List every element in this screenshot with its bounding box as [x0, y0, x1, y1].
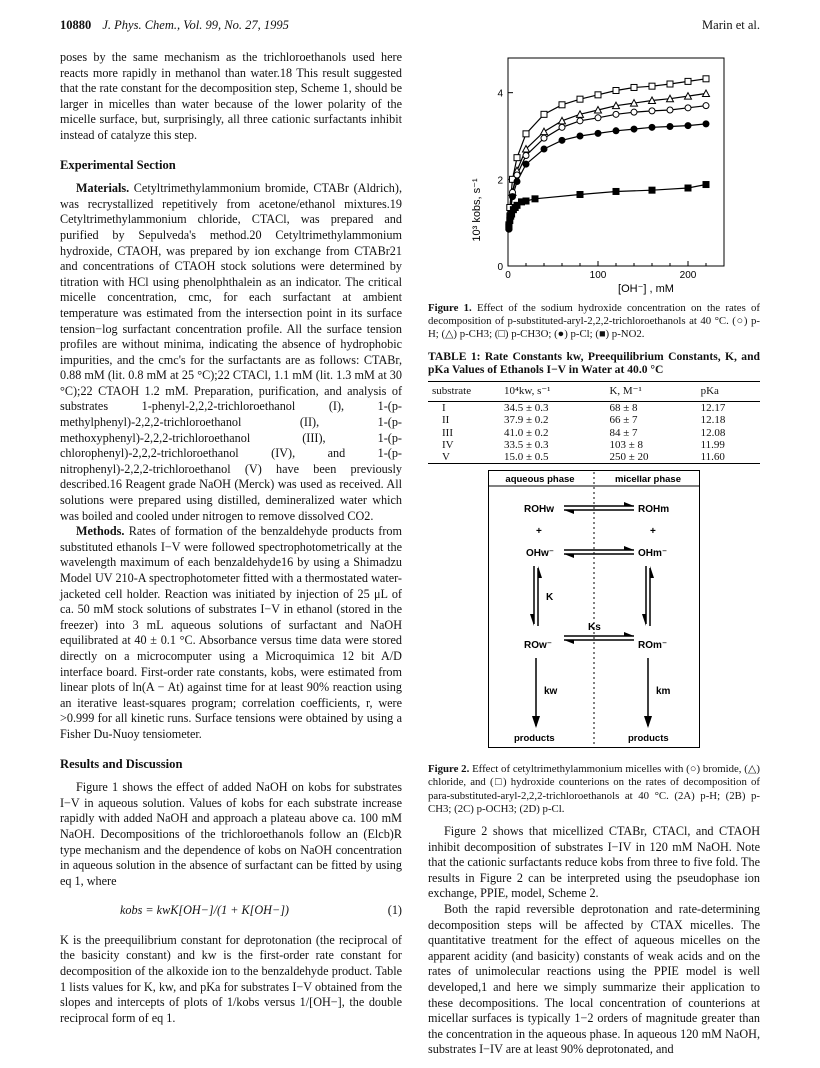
table-header-pKa: pKa	[697, 381, 760, 402]
data-point-p-NO2	[685, 185, 691, 191]
data-point-p-Cl	[667, 123, 673, 129]
table-cell: I	[442, 402, 446, 415]
roh-m: ROHm	[638, 504, 670, 516]
series-curve-p-H	[509, 106, 706, 230]
data-point-p-NO2	[649, 187, 655, 193]
figure-1	[428, 50, 760, 298]
left-column	[60, 50, 402, 1026]
table-cell: 12.08	[700, 426, 726, 439]
right-paragraph-2: Both the rapid reversible deprotonation and rate-determining decomposition steps will be affected by CTAX micelles. The quantitative treatment for the effect of aqueous micelles on the apparent acidity (and basicity) constants of weak acids and on the rates of unimolecular reactions using the PPIE model is well developed,1 and here we simply summarize their application to these decompositions. The local concentration of counterions at micellar surfaces is typically 1−2 orders of magnitude greater than the concentration in the aqueous phase. In aqueous 120 mM NaOH, substrates I−IV are at least 90% deprotonated, and	[428, 902, 760, 1057]
data-point-p-CH3O	[613, 88, 619, 94]
materials-label: Materials.	[76, 181, 130, 196]
methods-label: Methods.	[76, 524, 125, 539]
table-cell: 84 ± 7	[609, 426, 638, 439]
table-row	[428, 451, 760, 464]
equation-1	[60, 903, 402, 919]
data-point-p-H	[685, 105, 691, 111]
data-point-p-Cl	[631, 126, 637, 132]
table-cell: 11.60	[697, 451, 760, 464]
arrowhead	[532, 716, 540, 728]
figure-2-caption-text: Effect of cetyltrimethylammonium micelles with (○) bromide, (△) chloride, and (□) hydroxide counterions on the rates of decomposition of para-substituted-aryl-2,2,2-trichloroethanols at 40 °C. (2A) p-H; (2B) p-CH3; (2C) p-OCH3; (2D) p-Cl.	[428, 763, 760, 815]
table-row	[428, 414, 760, 426]
data-point-p-NO2	[703, 182, 709, 188]
data-point-p-H	[613, 111, 619, 117]
table-header-substrate: substrate	[428, 381, 500, 402]
table-header-K: K, M⁻¹	[605, 381, 696, 402]
data-point-p-CH3O	[667, 81, 673, 87]
running-authors: Marin et al.	[702, 18, 760, 32]
equation-number: (1)	[387, 903, 402, 918]
data-point-p-Cl	[685, 123, 691, 129]
arrowhead	[644, 716, 652, 728]
data-point-p-Cl	[541, 146, 547, 152]
table-cell: 250 ± 20	[605, 451, 696, 464]
arrowhead	[642, 614, 646, 626]
page-number: 10880	[60, 18, 92, 32]
figure-2-caption	[428, 763, 760, 816]
figure-1-caption-label: Figure 1.	[428, 302, 472, 314]
aqueous-phase-label: aqueous phase	[505, 474, 575, 486]
scheme-2	[428, 464, 760, 759]
data-point-p-H	[523, 153, 529, 159]
data-point-p-Cl	[510, 194, 516, 200]
equation-text: kobs = kwK[OH−]/(1 + K[OH−])	[120, 903, 289, 918]
data-point-p-H	[631, 109, 637, 115]
figure-1-caption-text: Effect of the sodium hydroxide concentration on the rates of decomposition of p-substituted-aryl-2,2,2-trichloroethanols at 40 °C. (○) p-H; (△) p-CH3; (□) p-CH3O; (●) p-Cl; (■) p-NO2.	[428, 302, 761, 341]
arrowhead	[624, 546, 634, 550]
journal-citation: J. Phys. Chem., Vol. 99, No. 27, 1995	[102, 18, 289, 32]
table-cell: 103 ± 8	[609, 438, 643, 451]
table-cell: 34.5 ± 0.3	[504, 402, 549, 415]
table-cell: 37.9 ± 0.2	[504, 414, 549, 427]
data-point-p-H	[514, 172, 520, 178]
table-1-title: TABLE 1: Rate Constants kw, Preequilibrium Constants, K, and pKa Values of Ethanols I−V in Water at 40.0 °C	[428, 349, 760, 377]
oh-w: OHw⁻	[526, 548, 555, 560]
data-point-p-H	[649, 108, 655, 114]
table-cell: 66 ± 7	[609, 414, 638, 427]
figure-2-caption-label: Figure 2.	[428, 763, 470, 776]
data-point-p-Cl	[559, 137, 565, 143]
series-curve-p-Cl	[509, 124, 706, 229]
figure-1-caption	[428, 302, 760, 342]
table-cell: 68 ± 8	[609, 402, 638, 415]
data-point-p-CH3	[541, 128, 548, 135]
data-point-p-NO2	[532, 196, 538, 202]
table-row	[428, 402, 760, 415]
kw-label: kw	[544, 686, 558, 698]
data-point-p-H	[577, 118, 583, 124]
table-header-kw: 10⁴kw, s⁻¹	[500, 381, 605, 402]
data-point-p-NO2	[523, 198, 529, 204]
table-row	[428, 439, 760, 451]
table-cell: III	[442, 426, 453, 439]
arrowhead	[530, 614, 534, 626]
table-row	[428, 427, 760, 439]
micellar-phase-label: micellar phase	[614, 474, 682, 486]
y-tick-label: 4	[497, 88, 503, 100]
oh-m: OHm⁻	[638, 548, 668, 560]
page-header	[60, 18, 760, 38]
x-tick-label: 0	[505, 270, 511, 281]
data-point-p-H	[559, 124, 565, 130]
table-cell: 12.18	[700, 414, 726, 427]
table-cell: II	[442, 414, 450, 427]
series-curve-p-CH3	[513, 94, 707, 193]
arrowhead	[564, 640, 574, 644]
right-paragraph-1: Figure 2 shows that micellized CTABr, CTACl, and CTAOH inhibit decomposition of substrates I−IV in 120 mM NaOH. Note that the cationic surfactants reduce kobs from three to five fold. The results in Figure 2 can be interpreted using the pseudophase ion exchange, PPIE, model, Scheme 2.	[428, 824, 760, 901]
arrowhead	[564, 554, 574, 558]
data-point-p-H	[595, 115, 601, 121]
products-w: products	[514, 733, 555, 745]
data-point-p-NO2	[577, 192, 583, 198]
right-column	[428, 50, 760, 1058]
data-point-p-Cl	[577, 133, 583, 139]
table-cell: IV	[442, 438, 454, 451]
data-point-p-Cl	[595, 130, 601, 136]
roh-w: ROHw	[524, 504, 554, 516]
plus-m: +	[650, 526, 656, 538]
k-label: K	[546, 592, 554, 604]
data-point-p-CH3O	[703, 76, 709, 82]
data-point-p-H	[541, 135, 547, 141]
arrowhead	[650, 566, 654, 578]
x-axis-label: [OH⁻] , mM	[618, 283, 674, 295]
data-point-p-CH3O	[631, 84, 637, 90]
ro-m: ROm⁻	[638, 640, 668, 652]
table-cell: V	[428, 451, 500, 464]
x-tick-label: 100	[589, 270, 607, 281]
data-point-p-Cl	[649, 124, 655, 130]
after-equation-paragraph: K is the preequilibrium constant for deprotonation (the reciprocal of the basicity constant) and kw is the first-order rate constant for decomposition of the alkoxide ion to the benzaldehyde product. Table 1 lists values for K, kw, and pKa for substrates I−V obtained from the slopes and intercepts of plots of 1/kobs versus 1/[OH−], the double reciprocal form of eq 1.	[60, 932, 402, 1025]
figure-1-chart	[428, 50, 760, 298]
data-point-p-CH3O	[541, 111, 547, 117]
ks-label: Ks	[588, 622, 601, 634]
data-point-p-Cl	[703, 121, 709, 127]
data-point-p-H	[703, 103, 709, 109]
km-label: km	[656, 686, 671, 698]
data-point-p-Cl	[613, 128, 619, 134]
methods-paragraph	[60, 524, 402, 742]
data-point-p-Cl	[523, 161, 529, 167]
table-1	[428, 381, 760, 465]
data-point-p-H	[667, 107, 673, 113]
table-cell: 11.99	[700, 438, 725, 451]
materials-paragraph	[60, 181, 402, 524]
data-point-p-CH3O	[649, 83, 655, 89]
plus-w: +	[536, 526, 542, 538]
data-point-p-CH3O	[577, 96, 583, 102]
scheme-2-diagram	[488, 464, 700, 752]
materials-text: Cetyltrimethylammonium bromide, CTABr (Aldrich), was recrystallized repetitively from acetone/ethanol mixtures.19 Cetyltrimethylammonium chloride, CTACl, was prepared and purified by Sepulveda's method.20 Cetyltrimethylammonium hydroxide, CTAOH, was prepared by ion exchange from CTABr21 and concentrations of CTAOH stock solutions were determined by titration with HCl using phenolphthalein as an indicator. The critical micelle concentration, cmc, for each surfactant at ambient temperature was estimated from the intersection point in its surface tension−log surfactant concentration profile. All the surface tension profiles are without minima, indicating the absence of hydrophobic impurities, and the cmc's for the surfactants are as follows: CTABr, 0.88 mM (lit. 0.8 mM at 25 °C);22 CTACl, 1.1 mM (lit. 1.3 mM at 30 °C);22 CTAOH 1.2 mM. Preparation, purification, and analysis of substrates 1-phenyl-2,2,2-trichloroethanol (I), 1-(p-methylphenyl)-2,2,2-trichloroethanol (II), 1-(p-methoxyphenyl)-2,2,2-trichloroethanol (III), 1-(p-chlorophenyl)-2,2,2-trichloroethanol (IV), and 1-(p-nitrophenyl)-2,2,2-trichloroethanol (V) have been previously described.16 Reagent grade NaOH (Merck) was used as received. All solutions were prepared using distilled, demineralized water which was boiled and cooled under nitrogen to remove dissolved CO2.	[60, 181, 402, 523]
experimental-heading: Experimental Section	[60, 157, 176, 172]
methods-text: Rates of formation of the benzaldehyde products from substituted ethanols I−V were followed spectrophotometrically at the wavelength maximum of each benzaldehyde16 by using a Shimadzu Model UV 210-A spectrophotometer fitted with a thermostated water-jacketed cell holder. Reaction was initiated by injection of 25 μL of ca. 50 mM stock solutions of substrates I−V in ethanol (stored in the freezer) into 3 mL aqueous solutions of surfactant and NaOH equilibrated at 40 ± 0.1 °C. Absorbance versus time data were stored directly on a microcomputer using a Microquimica 12 bit A/D interface board. First-order rate constants, kobs, were estimated from linear plots of ln(A − At) against time for at least 90% reaction using an iterative least-squares program; correlation coefficients, r, were >0.999 for all kinetic runs. Surface tensions were obtained by using a Fisher Du-Nuoy tensiometer.	[60, 524, 402, 741]
data-point-p-CH3O	[559, 102, 565, 108]
data-point-p-Cl	[514, 179, 520, 185]
series-curve-p-NO2	[509, 185, 706, 225]
data-point-p-NO2	[613, 188, 619, 194]
data-point-p-CH3O	[595, 92, 601, 98]
ro-w: ROw⁻	[524, 640, 553, 652]
x-tick-label: 200	[679, 270, 697, 281]
table-cell: 12.17	[700, 402, 726, 415]
results-paragraph: Figure 1 shows the effect of added NaOH on kobs for substrates I−V in aqueous solution. Values of kobs for each substrate increase rapidly with added NaOH and approach a plateau above ca. 100 mM NaOH. Decompositions of the trichloroethanols follow an (Elcb)R type mechanism and the dependence of kobs on NaOH concentration in aqueous solution in the absence of surfactant can be fitted by using eq 1, where	[60, 780, 402, 888]
table-cell: 41.0 ± 0.2	[504, 426, 549, 439]
data-point-p-CH3O	[514, 155, 520, 161]
data-point-p-CH3O	[523, 131, 529, 137]
table-cell: 33.5 ± 0.3	[504, 438, 549, 451]
y-tick-label: 0	[497, 262, 503, 273]
table-cell: 15.0 ± 0.5	[500, 451, 605, 464]
data-point-p-CH3O	[685, 78, 691, 84]
arrowhead	[538, 566, 542, 578]
y-tick-label: 2	[497, 175, 503, 187]
results-heading: Results and Discussion	[60, 756, 183, 771]
products-m: products	[628, 733, 669, 745]
intro-paragraph: poses by the same mechanism as the trichloroethanols used here reacts more rapidly in methanol than water.18 This result suggested that the rate constant for the decomposition step, Scheme 1, should be larger in micelles than water because of the lower polarity of the micelle surface, but, surprisingly, all three cationic surfactants inhibit instead of catalyze this step.	[60, 50, 402, 142]
y-axis-label: 10³ kobs, s⁻¹	[471, 178, 483, 242]
arrowhead	[624, 632, 634, 636]
data-point-p-CH3	[559, 117, 566, 124]
